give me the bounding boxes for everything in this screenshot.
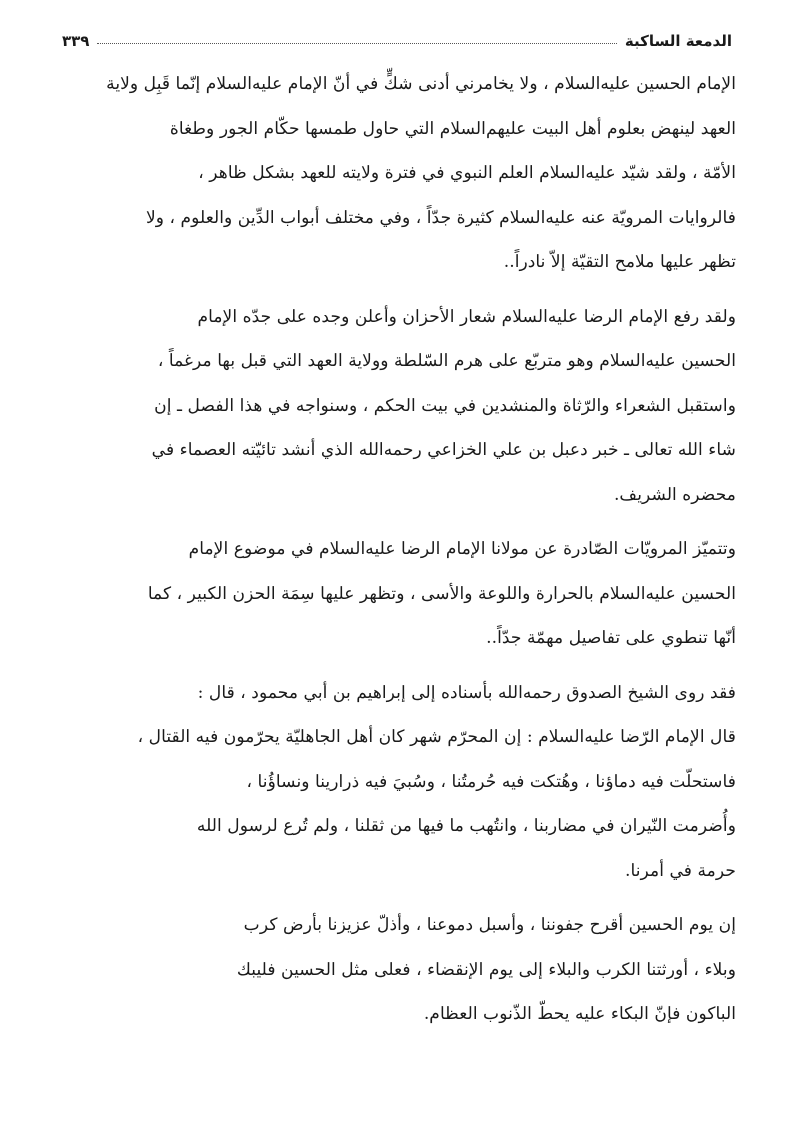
body-text	[60, 62, 736, 1037]
paragraph-2: ولقد رفع الإمام الرضا عليه‌السلام شعار الأحزان وأعلن وجده على جدّه الإمام الحسين عليه‌السلام وهو متربّع على هرم السّلطة وولاية العهد التي قبل بها مرغماً ، واستقبل الشعراء والرّثاة والمنشدين في بيت الحكم ، وسنواجه في هذا الفصل ـ إن شاء الله تعالى ـ خبر دعبل بن علي الخزاعي رحمه‌الله الذي أنشد تائيّته العصماء في محضره الشريف.	[151, 306, 736, 505]
paragraph-3: وتتميّز المرويّات الصّادرة عن مولانا الإمام الرضا عليه‌السلام في موضوع الإمام الحسين عليه‌السلام بالحرارة واللوعة والأسى ، وتظهر عليها سِمَة الحزن الكبير ، كما أنّها تنطوي على تفاصيل مهمّة جدّاً..	[147, 539, 736, 648]
page-number: ٣٣٩	[62, 32, 90, 50]
running-title: الدمعة الساكبة	[624, 32, 732, 50]
paragraph-4: فقد روى الشيخ الصدوق رحمه‌الله بأسناده إلى إبراهيم بن أبي محمود ، قال : قال الإمام الرّضا عليه‌السلام : إن المحرّم شهر كان أهل الجاهليّة يحرّمون فيه القتال ، فاستحلّت فيه دماؤنا ، وهُتكت فيه حُرمتُنا ، وسُبيَ فيه ذرارينا ونساؤُنا ، وأُضرمت النّيران في مضاربنا ، وانتُهب ما فيها من ثقلنا ، ولم تُرع لرسول الله حرمة في أمرنا.	[137, 682, 736, 881]
paragraph-5: إن يوم الحسين أقرح جفوننا ، وأسبل دموعنا ، وأذلّ عزيزنا بأرض كرب وبلاء ، أورثتنا الكرب والبلاء إلى يوم الإنقضاء ، فعلى مثل الحسين فليبك الباكون فإنّ البكاء عليه يحطّ الذّنوب العظام.	[236, 915, 736, 1024]
header-dotted-rule	[97, 43, 616, 44]
page-header	[62, 24, 732, 50]
paragraph-1: الإمام الحسين عليه‌السلام ، ولا يخامرني أدنى شكٍّ في أنّ الإمام عليه‌السلام إنّما قَبِل ولاية العهد لينهض بعلوم أهل البيت عليهم‌السلام التي حاول طمسها حكّام الجور وطغاة الأمّة ، ولقد شيّد عليه‌السلام العلم النبوي في فترة ولايته للعهد بشكل ظاهر ، فالروايات المرويّة عنه عليه‌السلام كثيرة جدّاً ، وفي مختلف أبواب الدِّين والعلوم ، ولا تظهر عليها ملامح التقيّة إلاّ نادراً..	[106, 74, 736, 272]
